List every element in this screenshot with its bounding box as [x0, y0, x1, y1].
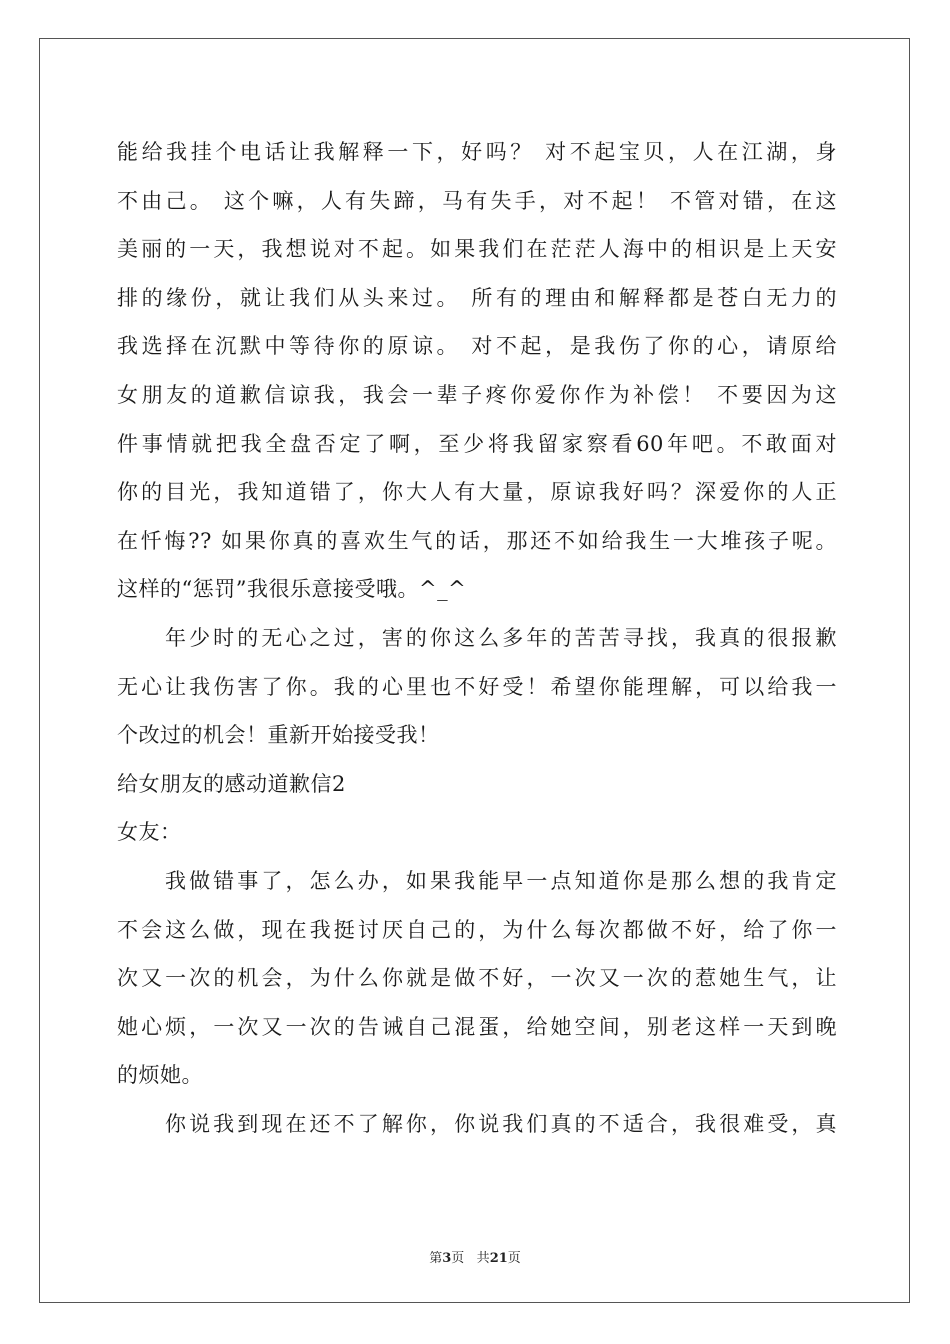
section-heading: 给女朋友的感动道歉信2 [117, 771, 346, 796]
text-line: 年少时的无心之过，害的你这么多年的苦苦寻找，我真的很报歉 [165, 625, 837, 650]
text-line: 排的缘份，就让我们从头来过。 所有的理由和解释都是苍白无力的 [117, 285, 837, 310]
text-line: 我选择在沉默中等待你的原谅。 对不起，是我伤了你的心，请原给 [117, 334, 837, 359]
salutation: 女友： [117, 820, 182, 845]
text-line: 我做错事了，怎么办，如果我能早一点知道你是那么想的我肯定 [165, 868, 837, 893]
text-line: 你的目光，我知道错了，你大人有大量，原谅我好吗？深爱你的人正 [117, 480, 837, 505]
footer-total-prefix: 共 [476, 1251, 490, 1266]
document-body [117, 128, 837, 1148]
text-line: 她心烦，一次又一次的告诫自己混蛋，给她空间，别老这样一天到晚 [117, 1014, 837, 1039]
text-line: 个改过的机会！重新开始接受我！ [117, 723, 440, 748]
text-line: 的烦她。 [117, 1063, 203, 1088]
footer-page-prefix: 第 [429, 1251, 443, 1266]
text-line: 美丽的一天，我想说对不起。如果我们在茫茫人海中的相识是上天安 [117, 237, 837, 262]
text-line: 你说我到现在还不了解你，你说我们真的不适合，我很难受，真 [165, 1111, 837, 1136]
text-line: 不会这么做，现在我挺讨厌自己的，为什么每次都做不好，给了你一 [117, 917, 837, 942]
text-line: 件事情就把我全盘否定了啊，至少将我留家察看60年吧。不敢面对 [117, 431, 837, 456]
text-line: 这样的“惩罚”我很乐意接受哦。^_^ [117, 577, 467, 602]
text-line: 次又一次的机会，为什么你就是做不好，一次又一次的惹她生气，让 [117, 966, 837, 991]
text-line: 不由己。 这个嘛，人有失蹄，马有失手，对不起！ 不管对错，在这 [117, 188, 837, 213]
footer-total-suffix: 页 [507, 1251, 521, 1266]
footer-page-number: 3 [442, 1251, 452, 1266]
text-line: 女朋友的道歉信谅我，我会一辈子疼你爱你作为补偿！ 不要因为这 [117, 382, 837, 407]
text-line: 能给我挂个电话让我解释一下，好吗？ 对不起宝贝，人在江湖，身 [117, 140, 837, 164]
page-footer [0, 1247, 950, 1266]
text-line: 在忏悔?? 如果你真的喜欢生气的话，那还不如给我生一大堆孩子呢。 [117, 528, 837, 553]
text-line: 无心让我伤害了你。我的心里也不好受！希望你能理解，可以给我一 [117, 674, 837, 699]
footer-total-pages: 21 [489, 1251, 508, 1266]
footer-page-suffix: 页 [451, 1251, 465, 1266]
